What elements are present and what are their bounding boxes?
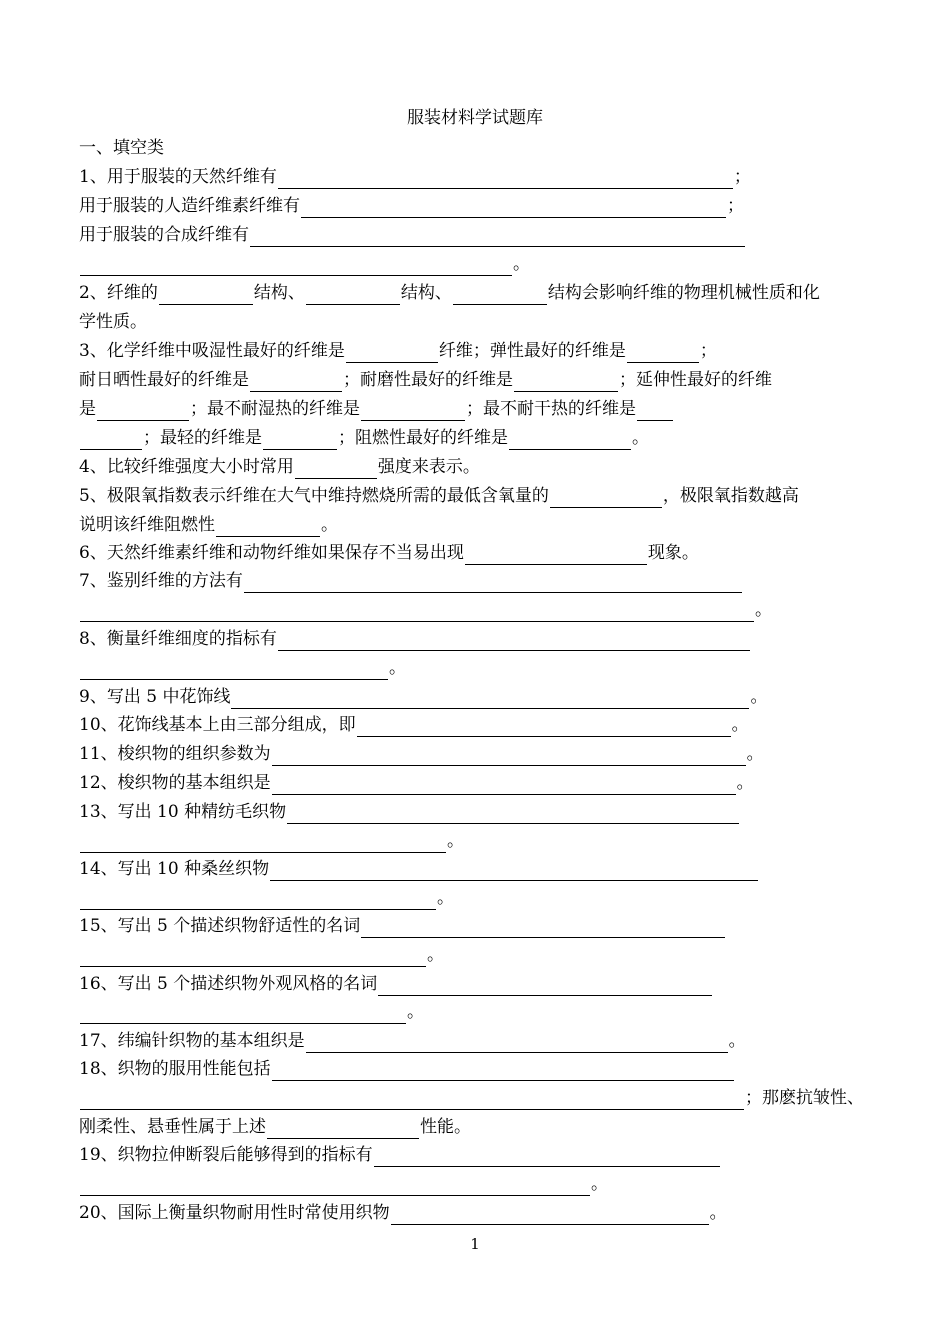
answer-blank[interactable]: [244, 573, 742, 593]
question-4: 4、比较纤维强度大小时常用 强度来表示。: [79, 457, 480, 477]
answer-blank[interactable]: [159, 285, 253, 305]
question-8-line-1: 8、衡量纤维细度的指标有: [79, 627, 751, 651]
answer-blank[interactable]: [374, 1147, 720, 1167]
question-18-line-1: 18、织物的服用性能包括: [79, 1057, 735, 1081]
answer-blank[interactable]: [278, 631, 750, 651]
answer-blank[interactable]: [80, 1090, 744, 1110]
answer-blank[interactable]: [550, 488, 662, 508]
document-title: 服装材料学试题库: [407, 108, 543, 128]
answer-blank[interactable]: [80, 947, 426, 967]
page-number: 1: [470, 1235, 480, 1253]
answer-blank[interactable]: [80, 1176, 590, 1196]
answer-blank[interactable]: [361, 918, 725, 938]
question-12: 12、梭织物的基本组织是 。: [79, 773, 754, 793]
answer-blank[interactable]: [80, 833, 446, 853]
answer-blank[interactable]: [301, 198, 726, 218]
answer-blank[interactable]: [357, 717, 731, 737]
answer-blank[interactable]: [295, 459, 377, 479]
section-heading: 一、填空类: [79, 138, 164, 158]
question-5-line-1: 5、极限氧指数表示纤维在大气中维持燃烧所需的最低含氧量的 ，极限氧指数越高: [79, 486, 799, 506]
question-15-line-1: 15、写出 5 个描述织物舒适性的名词: [79, 914, 726, 938]
answer-blank[interactable]: [361, 401, 465, 421]
answer-blank[interactable]: [80, 660, 388, 680]
question-19-line-2: 。: [79, 1172, 608, 1196]
answer-blank[interactable]: [267, 1119, 419, 1139]
answer-blank[interactable]: [465, 545, 647, 565]
question-3-line-2: 耐日晒性最好的纤维是 ；耐磨性最好的纤维是 ；延伸性最好的纤维: [79, 370, 772, 390]
answer-blank[interactable]: [272, 1061, 734, 1081]
answer-blank[interactable]: [306, 1033, 728, 1053]
question-3-line-3: 是 ；最不耐湿热的纤维是 ；最不耐干热的纤维是: [79, 397, 674, 421]
question-15-line-2: 。: [79, 943, 444, 967]
answer-blank[interactable]: [250, 372, 342, 392]
answer-blank[interactable]: [391, 1205, 709, 1225]
question-7-line-2: 。: [79, 598, 772, 622]
answer-blank[interactable]: [278, 169, 733, 189]
question-2-line-2: 学性质。: [79, 312, 147, 332]
answer-blank[interactable]: [80, 602, 754, 622]
answer-blank[interactable]: [514, 372, 618, 392]
question-1-line-4: 。: [79, 252, 530, 276]
answer-blank[interactable]: [306, 285, 400, 305]
question-13-line-1: 13、写出 10 种精纺毛织物: [79, 800, 740, 824]
question-7-line-1: 7、鉴别纤维的方法有: [79, 569, 743, 593]
answer-blank[interactable]: [378, 976, 712, 996]
answer-blank[interactable]: [272, 746, 746, 766]
question-1-line-3: 用于服装的合成纤维有: [79, 223, 746, 247]
question-10: 10、花饰线基本上由三部分组成，即 。: [79, 715, 749, 735]
question-19-line-1: 19、织物拉伸断裂后能够得到的指标有: [79, 1143, 721, 1167]
question-9: 9、写出 5 中花饰线 。: [79, 687, 768, 707]
question-18-line-3: 刚柔性、悬垂性属于上述 性能。: [79, 1117, 471, 1137]
question-13-line-2: 。: [79, 829, 464, 853]
question-1-line-2: 用于服装的人造纤维素纤维有 ；: [79, 196, 744, 216]
answer-blank[interactable]: [627, 343, 699, 363]
question-16-line-2: 。: [79, 1000, 424, 1024]
question-14-line-2: 。: [79, 886, 454, 910]
question-2-line-1: 2、纤维的 结构、 结构、 结构会影响纤维的物理机械性质和化: [79, 283, 820, 303]
question-3-line-1: 3、化学纤维中吸湿性最好的纤维是 纤维；弹性最好的纤维是 ；: [79, 341, 717, 361]
question-20: 20、国际上衡量织物耐用性时常使用织物 。: [79, 1203, 727, 1223]
answer-blank[interactable]: [97, 401, 189, 421]
question-6: 6、天然纤维素纤维和动物纤维如果保存不当易出现 现象。: [79, 543, 699, 563]
answer-blank[interactable]: [80, 256, 512, 276]
question-16-line-1: 16、写出 5 个描述织物外观风格的名词: [79, 972, 713, 996]
question-11: 11、梭织物的组织参数为 。: [79, 744, 764, 764]
answer-blank[interactable]: [80, 1004, 406, 1024]
answer-blank[interactable]: [509, 430, 631, 450]
answer-blank[interactable]: [453, 285, 547, 305]
answer-blank[interactable]: [263, 430, 337, 450]
question-3-line-4: ；最轻的纤维是 ；阻燃性最好的纤维是 。: [79, 426, 649, 450]
answer-blank[interactable]: [272, 775, 736, 795]
question-8-line-2: 。: [79, 656, 406, 680]
question-18-line-2: ；那麽抗皱性、: [79, 1086, 864, 1110]
answer-blank[interactable]: [270, 861, 758, 881]
question-1-line-1: 1、用于服装的天然纤维有 ；: [79, 167, 751, 187]
answer-blank[interactable]: [287, 804, 739, 824]
answer-blank[interactable]: [80, 890, 436, 910]
question-17: 17、纬编针织物的基本组织是 。: [79, 1031, 746, 1051]
answer-blank[interactable]: [216, 517, 320, 537]
answer-blank[interactable]: [80, 430, 142, 450]
answer-blank[interactable]: [231, 689, 749, 709]
answer-blank[interactable]: [637, 401, 673, 421]
question-14-line-1: 14、写出 10 种桑丝织物: [79, 857, 759, 881]
answer-blank[interactable]: [250, 227, 745, 247]
answer-blank[interactable]: [346, 343, 438, 363]
question-5-line-2: 说明该纤维阻燃性 。: [79, 515, 338, 535]
